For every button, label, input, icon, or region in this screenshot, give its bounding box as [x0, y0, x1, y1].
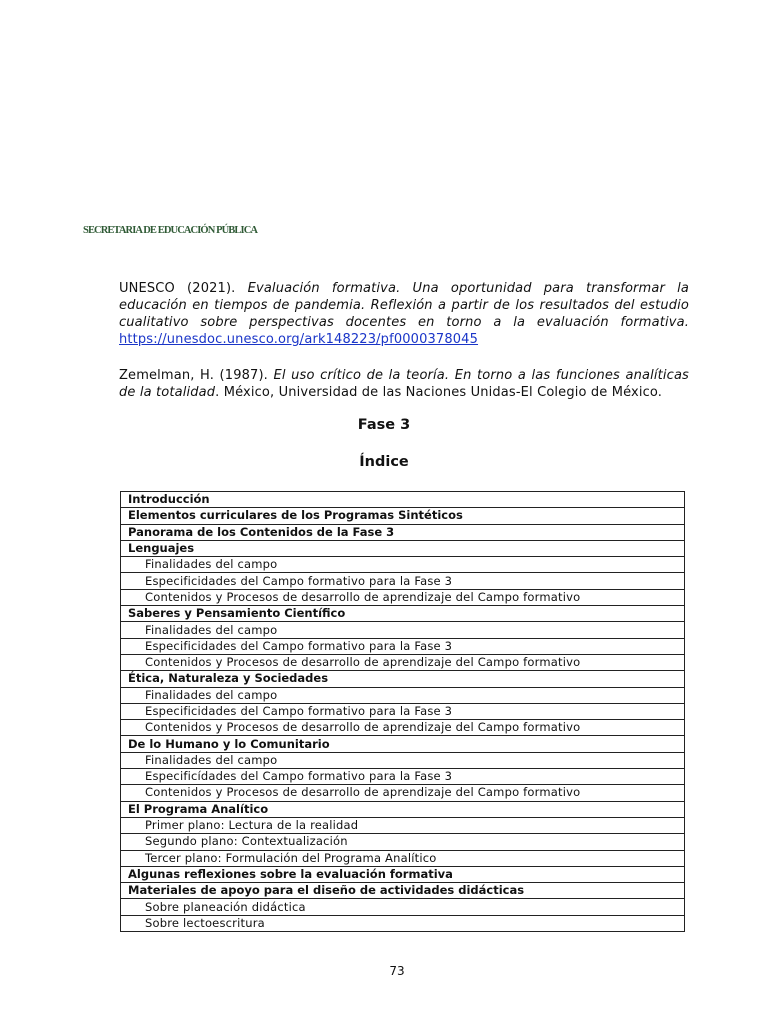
toc-section-row [121, 801, 685, 817]
toc-entry-label: Especificidades del Campo formativo para la Fase 3 [121, 573, 685, 589]
toc-subsection-row [121, 752, 685, 768]
toc-subsection-row [121, 622, 685, 638]
reference-unesco [119, 280, 689, 348]
reference-title: Evaluación formativa. Una oportunidad para transformar la educación en tiempos de pandemia. Reflexión a partir de los resultados del estudio cualitativo sobre perspectivas docentes en torno a la evaluación formativa. [119, 281, 689, 330]
toc-subsection-row [121, 817, 685, 833]
toc-entry-label: Sobre planeación didáctica [121, 899, 685, 915]
toc-entry-label: Saberes y Pensamiento Científico [121, 606, 685, 622]
reference-link[interactable]: https://unesdoc.unesco.org/ark148223/pf0000378045 [119, 332, 479, 347]
toc-entry-label: Contenidos y Procesos de desarrollo de aprendizaje del Campo formativo [121, 720, 685, 736]
toc-entry-label: Lenguajes [121, 540, 685, 556]
toc-entry-label: El Programa Analítico [121, 801, 685, 817]
toc-section-row [121, 524, 685, 540]
toc-subsection-row [121, 899, 685, 915]
toc-entry-label: Finalidades del campo [121, 622, 685, 638]
phase-heading: Fase 3 [357, 417, 411, 433]
toc-entry-label: Introducción [121, 492, 685, 508]
toc-entry-label: Sobre lectoescritura [121, 915, 685, 931]
toc-entry-label: Primer plano: Lectura de la realidad [121, 817, 685, 833]
toc-section-row [121, 540, 685, 556]
toc-section-row [121, 492, 685, 508]
reference-publisher: . México, Universidad de las Naciones Unidas-El Colegio de México. [215, 385, 663, 400]
toc-entry-label: Especificidades del Campo formativo para la Fase 3 [121, 638, 685, 654]
toc-subsection-row [121, 850, 685, 866]
index-heading: Índice [359, 454, 409, 470]
toc-entry-label: Finalidades del campo [121, 687, 685, 703]
reference-zemelman [119, 367, 689, 401]
reference-title: El uso crítico de la teoría. En torno a las funciones analíticas de la totalidad [119, 368, 689, 400]
toc-entry-label: Materiales de apoyo para el diseño de actividades didácticas [121, 883, 685, 899]
page-header: SECRETARIA DE EDUCACIÓN PÚBLICA [83, 225, 258, 236]
reference-author: UNESCO (2021). [119, 281, 236, 296]
toc-subsection-row [121, 687, 685, 703]
page-number: 73 [389, 964, 405, 978]
toc-subsection-row [121, 589, 685, 605]
toc-subsection-row [121, 769, 685, 785]
toc-subsection-row [121, 785, 685, 801]
toc-entry-label: Contenidos y Procesos de desarrollo de aprendizaje del Campo formativo [121, 785, 685, 801]
toc-entry-label: Elementos curriculares de los Programas Sintéticos [121, 508, 685, 524]
toc-entry-label: Algunas reflexiones sobre la evaluación formativa [121, 866, 685, 882]
toc-section-row [121, 508, 685, 524]
toc-entry-label: Ética, Naturaleza y Sociedades [121, 671, 685, 687]
toc-subsection-row [121, 654, 685, 670]
toc-entry-label: Segundo plano: Contextualización [121, 834, 685, 850]
toc-entry-label: Contenidos y Procesos de desarrollo de aprendizaje del Campo formativo [121, 654, 685, 670]
toc-entry-label: Especificídades del Campo formativo para la Fase 3 [121, 769, 685, 785]
toc-entry-label: Finalidades del campo [121, 557, 685, 573]
toc-subsection-row [121, 915, 685, 931]
toc-section-row [121, 866, 685, 882]
toc-section-row [121, 883, 685, 899]
toc-section-row [121, 736, 685, 752]
toc-subsection-row [121, 638, 685, 654]
toc-entry-label: Especificidades del Campo formativo para la Fase 3 [121, 703, 685, 719]
toc-subsection-row [121, 720, 685, 736]
toc-entry-label: De lo Humano y lo Comunitario [121, 736, 685, 752]
toc-subsection-row [121, 834, 685, 850]
reference-author: Zemelman, H. (1987). [119, 368, 268, 383]
toc-section-row [121, 606, 685, 622]
toc-subsection-row [121, 703, 685, 719]
toc-entry-label: Tercer plano: Formulación del Programa Analítico [121, 850, 685, 866]
toc-section-row [121, 671, 685, 687]
toc-entry-label: Finalidades del campo [121, 752, 685, 768]
toc-subsection-row [121, 557, 685, 573]
toc-subsection-row [121, 573, 685, 589]
toc-entry-label: Panorama de los Contenidos de la Fase 3 [121, 524, 685, 540]
toc-entry-label: Contenidos y Procesos de desarrollo de aprendizaje del Campo formativo [121, 589, 685, 605]
table-of-contents [120, 491, 685, 932]
